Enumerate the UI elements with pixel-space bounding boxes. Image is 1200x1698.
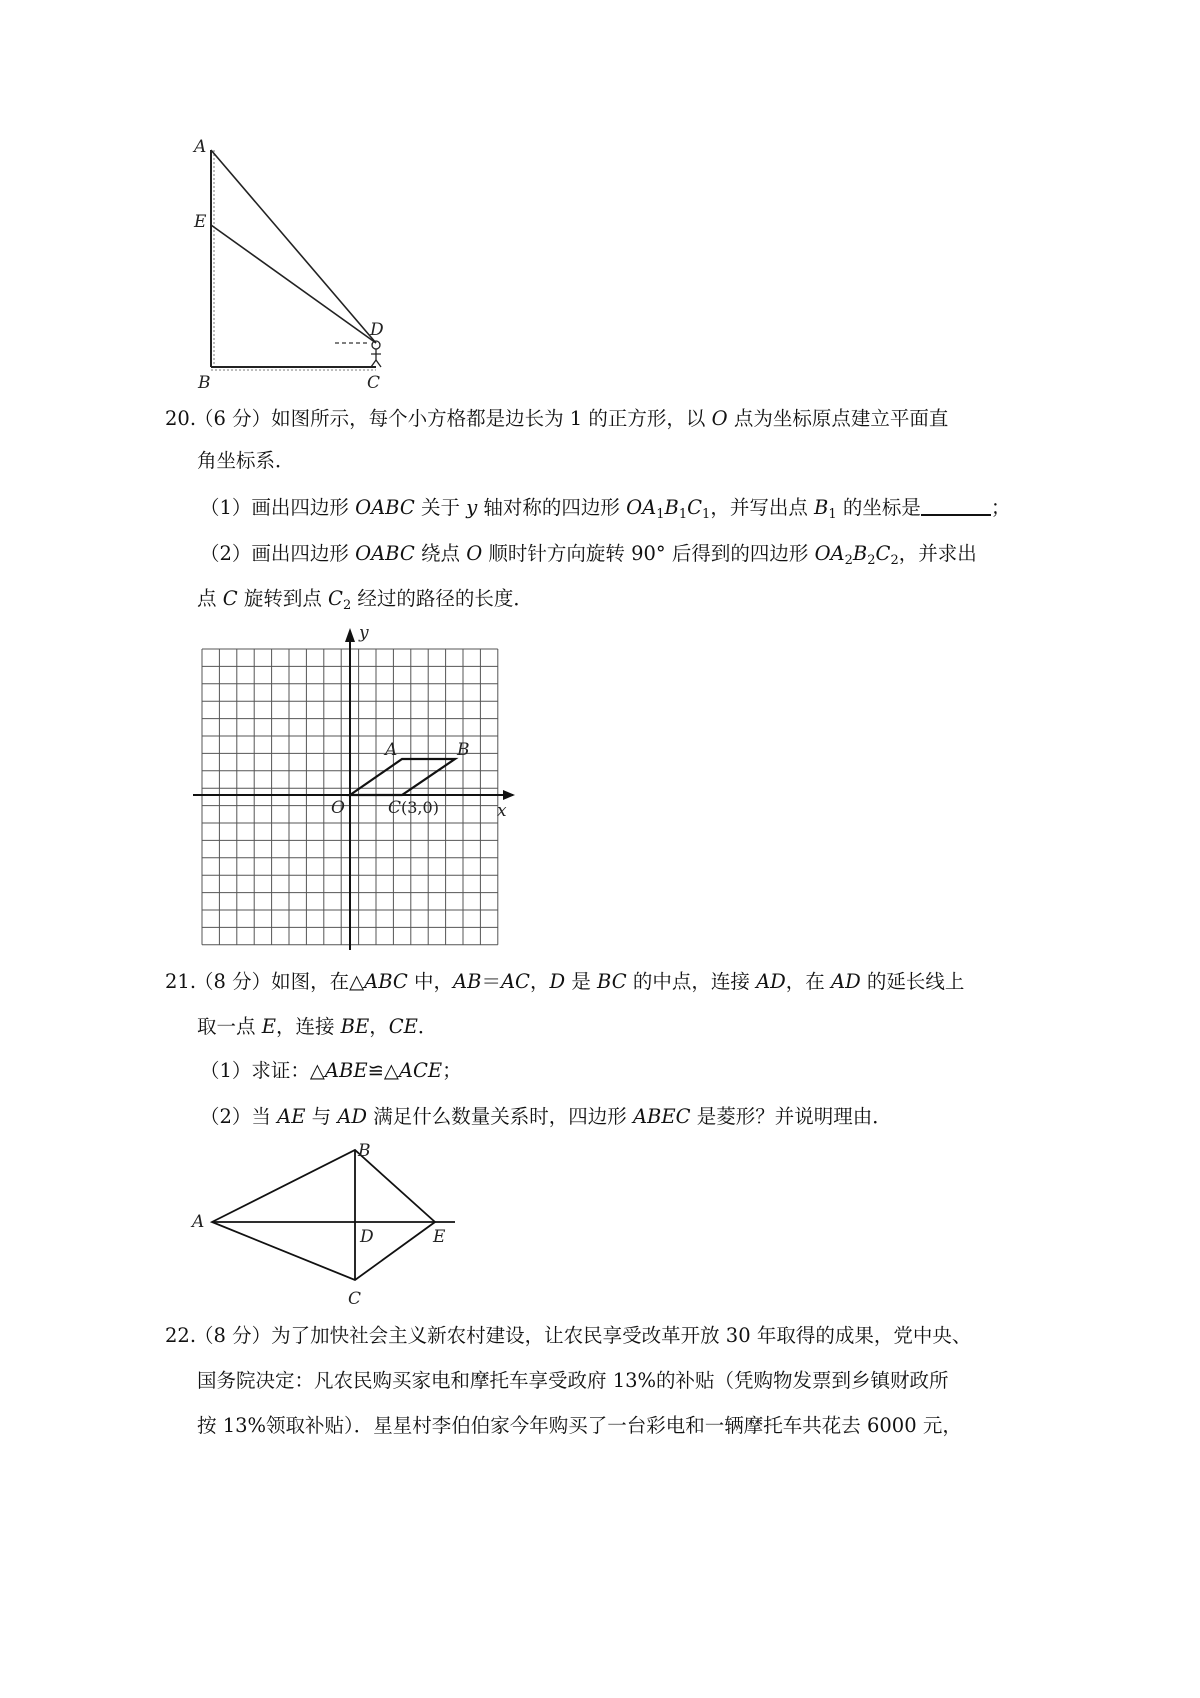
figure-coordinate-grid: [185, 618, 525, 958]
axis-y-label: y: [359, 623, 369, 643]
point-C-coord: (3,0): [401, 798, 439, 817]
point-A-label: A: [385, 740, 398, 760]
label-B: B: [358, 1141, 371, 1161]
point-C-label: C: [388, 798, 402, 818]
origin-label: O: [331, 798, 345, 818]
label-E: E: [433, 1227, 446, 1247]
label-A: A: [192, 1212, 205, 1232]
label-C: C: [348, 1289, 362, 1309]
q20-number: 20.: [165, 407, 197, 430]
answer-blank[interactable]: [921, 496, 991, 516]
axis-x-label: x: [497, 801, 507, 821]
point-B-label: B: [457, 740, 470, 760]
label-D: D: [360, 1227, 374, 1247]
figure-building-observer: [190, 130, 410, 395]
label-C: C: [367, 373, 381, 393]
label-D: D: [370, 320, 384, 340]
label-A: A: [194, 137, 207, 157]
figure-quadrilateral-ABEC: [190, 1138, 470, 1313]
label-B: B: [198, 373, 211, 393]
label-E: E: [194, 212, 207, 232]
